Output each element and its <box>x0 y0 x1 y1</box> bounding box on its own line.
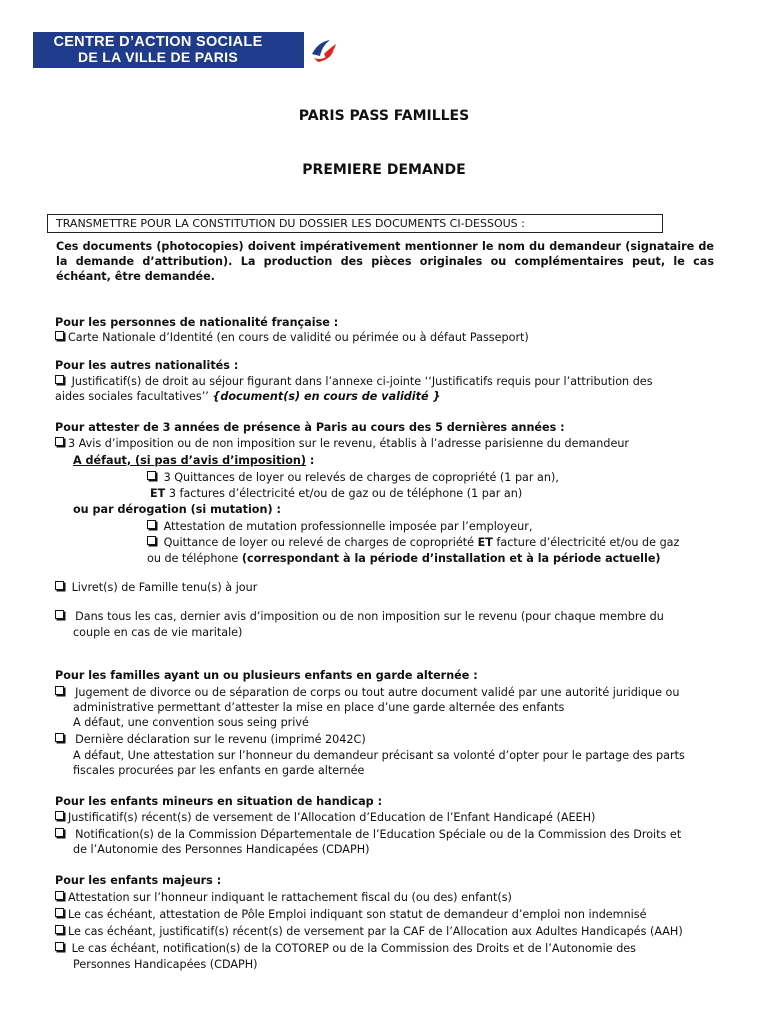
list-item-cont: fiscales procurées par les enfants en garde alternée <box>73 764 365 777</box>
list-item: Attestation sur l’honneur indiquant le rattachement fiscal du (ou des) enfant(s) <box>55 891 512 905</box>
checkbox-icon <box>55 610 64 619</box>
checkbox-icon <box>55 908 64 917</box>
list-item-cont: Personnes Handicapées (CDAPH) <box>73 958 258 971</box>
checkbox-icon <box>55 581 64 590</box>
checkbox-icon <box>55 331 64 340</box>
list-item: Notification(s) de la Commission Départementale de l’Education Spéciale ou de la Commission des Droits et <box>55 828 681 842</box>
logo-line1: CENTRE D’ACTION SOCIALE <box>53 34 263 50</box>
list-item-cont: A défaut, une convention sous seing privé <box>73 716 309 729</box>
list-item-cont: ou de téléphone (correspondant à la période d’installation et à la période actuelle) <box>147 552 661 565</box>
checkbox-icon <box>55 811 64 820</box>
checkbox-icon <box>55 375 64 384</box>
list-item: Jugement de divorce ou de séparation de corps ou tout autre document validé par une autorité juridique ou <box>55 686 679 700</box>
section-heading-mineurs-handicap: Pour les enfants mineurs en situation de handicap : <box>55 795 383 808</box>
section-heading-garde-alternee: Pour les familles ayant un ou plusieurs enfants en garde alternée : <box>55 669 478 682</box>
list-item-cont: administrative permettant d’attester la mise en place d’une garde alternée des enfants <box>73 701 565 714</box>
list-item: Carte Nationale d’Identité (en cours de validité ou périmée ou à défaut Passeport) <box>55 331 529 345</box>
list-item: Justificatif(s) de droit au séjour figurant dans l’annexe ci-jointe ‘‘Justificatifs requis pour l’attribution des <box>55 375 653 389</box>
list-item: Dernière déclaration sur le revenu (imprimé 2042C) <box>55 733 366 747</box>
casvp-logo <box>33 32 340 68</box>
list-item: 3 Avis d’imposition ou de non imposition sur le revenu, établis à l’adresse parisienne du demandeur <box>55 437 629 451</box>
page-title: PARIS PASS FAMILLES <box>298 108 470 124</box>
a-defaut-label: A défaut, (si pas d’avis d’imposition) : <box>73 454 315 467</box>
list-item-cont: aides sociales facultatives’’ {document(s) en cours de validité } <box>55 390 441 403</box>
section-heading-nationalite-francaise: Pour les personnes de nationalité française : <box>55 316 339 329</box>
list-item: Le cas échéant, attestation de Pôle Emploi indiquant son statut de demandeur d’emploi non indemnisé <box>55 908 646 922</box>
list-item: Justificatif(s) récent(s) de versement de l’Allocation d’Education de l’Enfant Handicapé (AEEH) <box>55 811 595 825</box>
list-item: Livret(s) de Famille tenu(s) à jour <box>55 581 257 595</box>
intro-paragraph: Ces documents (photocopies) doivent impérativement mentionner le nom du demandeur (signataire de la demande d’attribution). La production des pièces originales ou complémentaires peut, le cas échéant, être demandée. <box>56 240 714 283</box>
section-heading-presence-paris: Pour attester de 3 années de présence à Paris au cours des 5 dernières années : <box>55 421 565 434</box>
list-item: Le cas échéant, justificatif(s) récent(s) de versement par la CAF de l’Allocation aux Adultes Handicapés (AAH) <box>55 925 683 939</box>
logo-line2: DE LA VILLE DE PARIS <box>77 49 238 65</box>
checkbox-icon <box>147 471 156 480</box>
checkbox-icon <box>55 942 64 951</box>
list-item: 3 Quittances de loyer ou relevés de charges de copropriété (1 par an), <box>147 471 559 485</box>
list-item-cont: A défaut, Une attestation sur l’honneur du demandeur précisant sa volonté d’opter pour le partage des parts <box>73 749 685 762</box>
list-item: Dans tous les cas, dernier avis d’imposition ou de non imposition sur le revenu (pour chaque membre du <box>55 610 664 624</box>
marianne-logo-icon <box>304 32 340 68</box>
list-item: Attestation de mutation professionnelle imposée par l’employeur, <box>147 520 532 534</box>
list-item-cont: ET 3 factures d’électricité et/ou de gaz ou de téléphone (1 par an) <box>150 487 523 500</box>
checkbox-icon <box>55 437 64 446</box>
page-subtitle: PREMIERE DEMANDE <box>302 162 466 178</box>
list-item-cont: de l’Autonomie des Personnes Handicapées (CDAPH) <box>73 843 370 856</box>
section-heading-autres-nationalites: Pour les autres nationalités : <box>55 359 239 372</box>
instruction-box: TRANSMETTRE POUR LA CONSTITUTION DU DOSSIER LES DOCUMENTS CI-DESSOUS : <box>47 214 663 233</box>
list-item: Le cas échéant, notification(s) de la COTOREP ou de la Commission des Droits et de l’Autonomie des <box>55 942 636 956</box>
checkbox-icon <box>55 733 64 742</box>
checkbox-icon <box>55 686 64 695</box>
checkbox-icon <box>55 925 64 934</box>
derogation-label: ou par dérogation (si mutation) : <box>73 503 281 516</box>
section-heading-enfants-majeurs: Pour les enfants majeurs : <box>55 874 222 887</box>
checkbox-icon <box>147 536 156 545</box>
list-item: Quittance de loyer ou relevé de charges de copropriété ET facture d’électricité et/ou de gaz <box>147 536 679 550</box>
checkbox-icon <box>55 891 64 900</box>
list-item-cont: couple en cas de vie maritale) <box>73 626 243 639</box>
checkbox-icon <box>147 520 156 529</box>
checkbox-icon <box>55 828 64 837</box>
